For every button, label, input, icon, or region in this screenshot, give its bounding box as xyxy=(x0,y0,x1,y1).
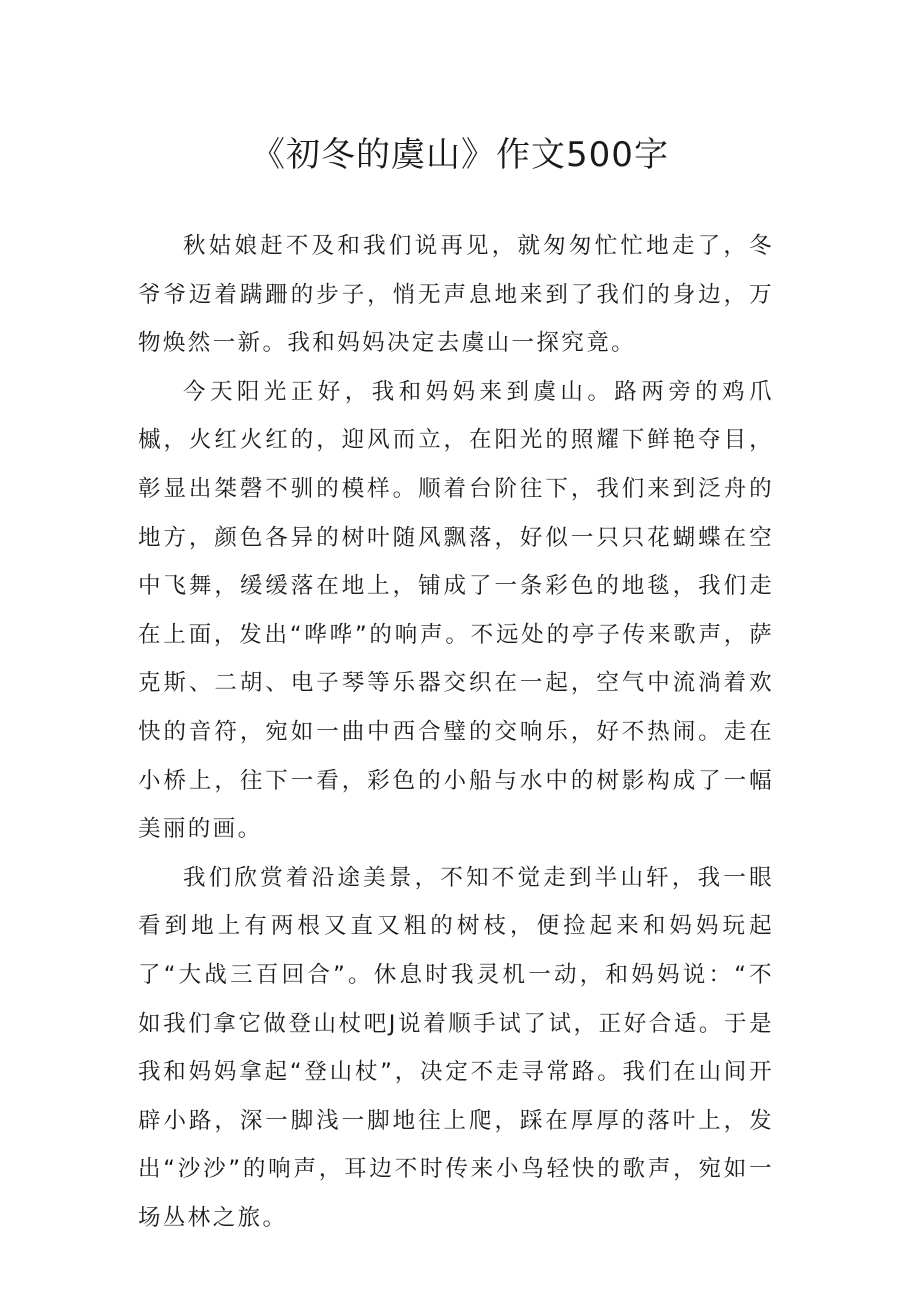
paragraph-3: 我们欣赏着沿途美景，不知不觉走到半山轩，我一眼看到地上有两根又直又粗的树枝，便捡起来和妈妈玩起了“大战三百回合”。休息时我灵机一动，和妈妈说：“不如我们拿它做登山杖吧J说着顺手试了试，正好合适。于是我和妈妈拿起“登山杖”，决定不走寻常路。我们在山间开辟小路，深一脚浅一脚地往上爬，踩在厚厚的落叶上，发出“沙沙”的响声，耳边不时传来小鸟轻快的歌声，宛如一场丛林之旅。 xyxy=(138,864,774,1231)
essay-body xyxy=(138,222,774,1242)
paragraph-1: 秋姑娘赶不及和我们说再见，就匆匆忙忙地走了，冬爷爷迈着蹒跚的步子，悄无声息地来到了我们的身边，万物焕然一新。我和妈妈决定去虞山一探究竟。 xyxy=(138,233,774,357)
page-title: 《初冬的虞山》作文500字 xyxy=(251,135,669,175)
paragraph-2: 今天阳光正好，我和妈妈来到虞山。路两旁的鸡爪槭，火红火红的，迎风而立，在阳光的照耀下鲜艳夺目，彰显出桀磬不驯的模样。顺着台阶往下，我们来到泛舟的地方，颜色各异的树叶随风飘落，好似一只只花蝴蝶在空中飞舞，缓缓落在地上，铺成了一条彩色的地毯，我们走在上面，发出“哗哗”的响声。不远处的亭子传来歌声，萨克斯、二胡、电子琴等乐器交织在一起，空气中流淌着欢快的音符，宛如一曲中西合璧的交响乐，好不热闹。走在小桥上，往下一看，彩色的小船与水中的树影构成了一幅美丽的画。 xyxy=(138,378,774,843)
